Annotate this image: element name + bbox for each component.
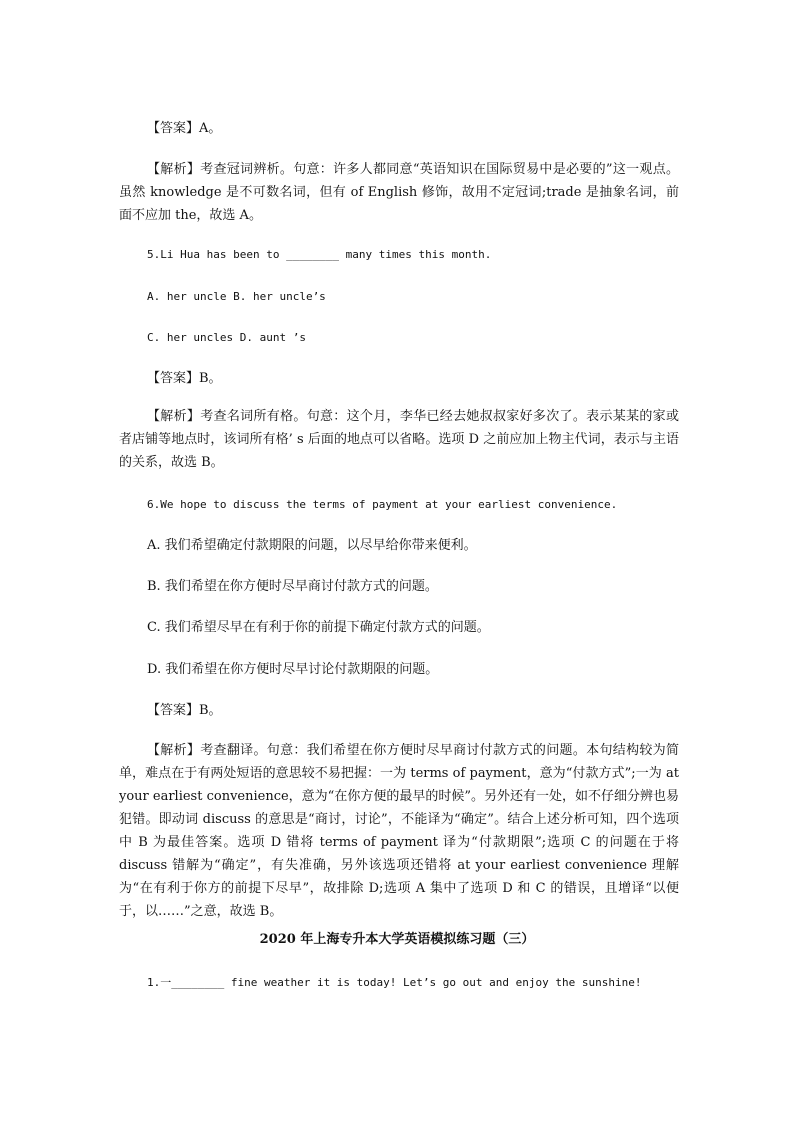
analysis-paragraph: 【解析】考查冠词辨析。句意：许多人都同意“英语知识在国际贸易中是必要的”这一观点。虽然 knowledge 是不可数名词，但有 of English 修饰，故用不定冠词;trade 是抽象名词，前面不应加 the，故选 A。 <box>119 162 679 223</box>
question-5-stem: 5.Li Hua has been to ________ many times this month. <box>147 248 492 261</box>
question-5-options-ab: A. her uncle B. her uncle’s <box>147 290 326 303</box>
analysis-paragraph: 【解析】考查翻译。句意：我们希望在你方便时尽早商讨付款方式的问题。本句结构较为简单，难点在于有两处短语的意思较不易把握：一为 terms of payment，意为“付款方式”;一为 at your earliest convenience，意为“在你方便的最早的时候”。另外还有一处，如不仔细分辨也易犯错。即动词 discuss 的意思是“商讨，讨论”，不能译为“确定”。结合上述分析可知，四个选项中 B 为最佳答案。选项 D 错将 terms of payment 译为“付款期限”;选项 C 的问题在于将 discuss 错解为“确定”，有失准确，另外该选项还错将 at your earliest convenience 理解为“在有利于你方的前提下尽早”，故排除 D;选项 A 集中了选项 D 和 C 的错误，且增译“以便于，以……”之意，故选 B。 <box>119 743 679 919</box>
answer-line: 【答案】A。 <box>147 121 222 136</box>
question-6-option-d: D. 我们希望在你方便时尽早讨论付款期限的问题。 <box>147 662 439 677</box>
section-3-question-1: 1.一________ fine weather it is today! Let’s go out and enjoy the sunshine! <box>147 976 642 989</box>
question-5-options-cd: C. her uncles D. aunt ’s <box>147 331 306 344</box>
question-6-option-b: B. 我们希望在你方便时尽早商讨付款方式的问题。 <box>147 579 438 594</box>
question-6-option-c: C. 我们希望尽早在有利于你的前提下确定付款方式的问题。 <box>147 620 490 635</box>
section-title: 2020 年上海专升本大学英语模拟练习题（三） <box>259 932 535 947</box>
answer-line: 【答案】B。 <box>147 371 222 386</box>
question-6-option-a: A. 我们希望确定付款期限的问题，以尽早给你带来便利。 <box>147 538 477 553</box>
answer-line: 【答案】B。 <box>147 703 222 718</box>
question-6-stem: 6.We hope to discuss the terms of payment at your earliest convenience. <box>147 498 618 511</box>
analysis-paragraph: 【解析】考查名词所有格。句意：这个月，李华已经去她叔叔家好多次了。表示某某的家或者店铺等地点时，该词所有格’ s 后面的地点可以省略。选项 D 之前应加上物主代词，表示与主语的关系，故选 B。 <box>119 409 679 470</box>
